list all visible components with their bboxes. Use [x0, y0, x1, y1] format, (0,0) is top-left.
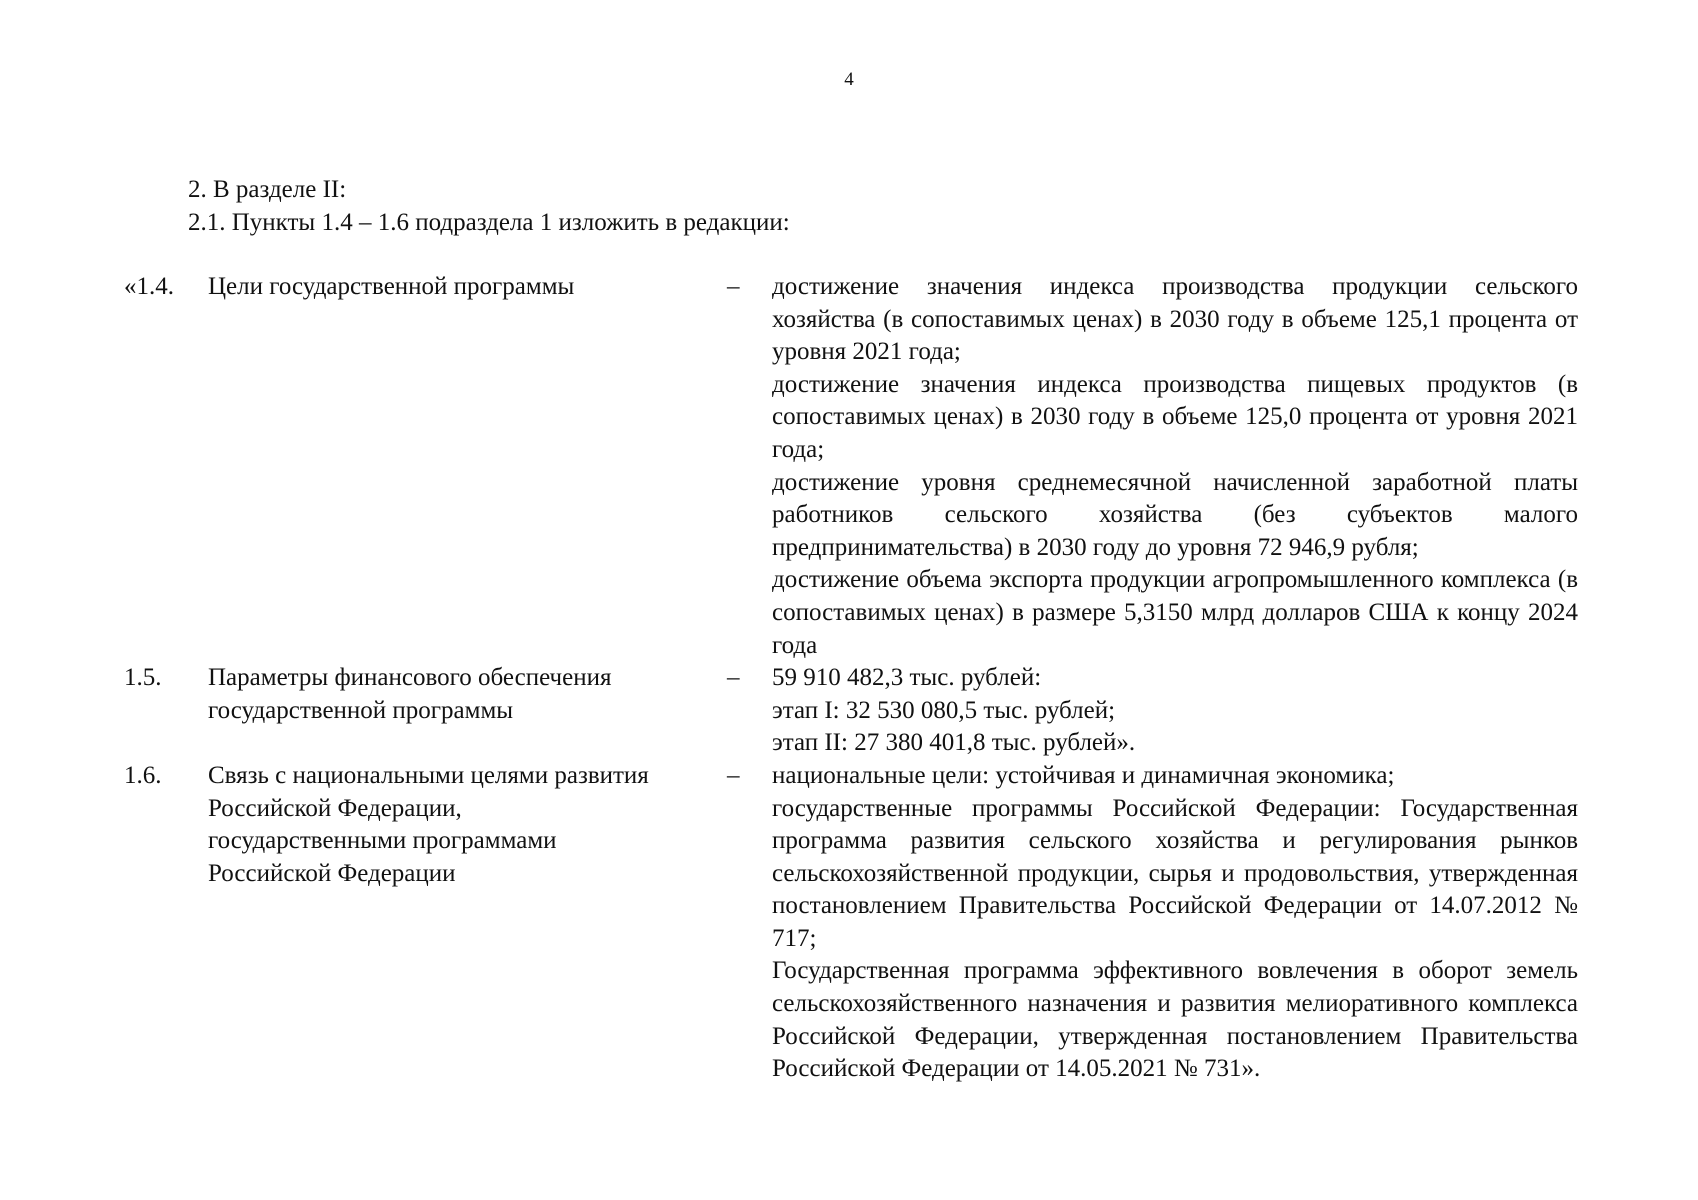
row-paragraph: достижение значения индекса производства пищевых продуктов (в сопоставимых ценах) в 2030 году в объеме 125,0 процента от уровня 2021 года; [772, 370, 1578, 463]
intro-line-clauses: 2.1. Пункты 1.4 – 1.6 подраздела 1 изложить в редакции: [188, 208, 790, 236]
row-paragraph: государственные программы Российской Федерации: Государственная программа развития сельского хозяйства и регулирования рынков сельскохозяйственной продукции, сырья и продовольствия, утвержденная постановлением Правительства Российской Федерации от 14.07.2012 № 717; [772, 794, 1578, 952]
table-row-1-6 [0, 760, 1698, 1086]
row-paragraph: этап I: 32 530 080,5 тыс. рублей; [772, 696, 1116, 724]
row-paragraph: национальные цели: устойчивая и динамичная экономика; [772, 761, 1395, 789]
page-number: 4 [844, 69, 854, 90]
table-row-1-4 [0, 271, 1698, 662]
row-label-line: Цели государственной программы [208, 273, 575, 300]
row-label [208, 271, 718, 304]
row-label-line: Параметры финансового обеспечения [208, 664, 612, 692]
row-paragraph: достижение объема экспорта продукции агропромышленного комплекса (в сопоставимых ценах) в размере 5,3150 млрд долларов США к концу 2024 года [772, 566, 1578, 659]
intro-block [188, 174, 1588, 239]
row-paragraph: достижение уровня среднемесячной начисленной заработной платы работников сельского хозяйства (без субъектов малого предпринимательства) в 2030 году до уровня 72 946,9 рубля; [772, 468, 1578, 561]
row-content [772, 760, 1578, 1086]
row-label-line: государственной программы [208, 696, 514, 724]
row-paragraph: достижение значения индекса производства продукции сельского хозяйства (в сопоставимых ценах) в 2030 году в объеме 125,1 процента от уровня 2021 года; [772, 273, 1578, 366]
row-dash: – [727, 664, 740, 692]
intro-line-section: 2. В разделе II: [188, 176, 347, 203]
row-paragraph: этап II: 27 380 401,8 тыс. рублей». [772, 729, 1136, 757]
table-row-1-5 [0, 662, 1698, 760]
row-label-line: государственными программами [208, 827, 557, 855]
row-label [208, 662, 718, 727]
row-dash: – [727, 273, 740, 300]
row-label [208, 760, 718, 890]
passport-table [0, 271, 1698, 1086]
row-content [772, 662, 1578, 760]
row-dash: – [727, 761, 740, 789]
row-label-line: Российской Федерации, [208, 794, 462, 822]
row-content [772, 271, 1578, 662]
row-paragraph: Государственная программа эффективного вовлечения в оборот земель сельскохозяйственного назначения и развития мелиоративного комплекса Российской Федерации, утвержденная постановлением Правительства Российской Федерации от 14.05.2021 № 731». [772, 957, 1578, 1083]
row-label-line: Связь с национальными целями развития [208, 761, 649, 789]
row-number: 1.5. [124, 664, 162, 692]
row-number: «1.4. [124, 273, 174, 300]
row-number: 1.6. [124, 761, 162, 789]
row-paragraph: 59 910 482,3 тыс. рублей: [772, 664, 1042, 692]
row-label-line: Российской Федерации [208, 859, 456, 887]
